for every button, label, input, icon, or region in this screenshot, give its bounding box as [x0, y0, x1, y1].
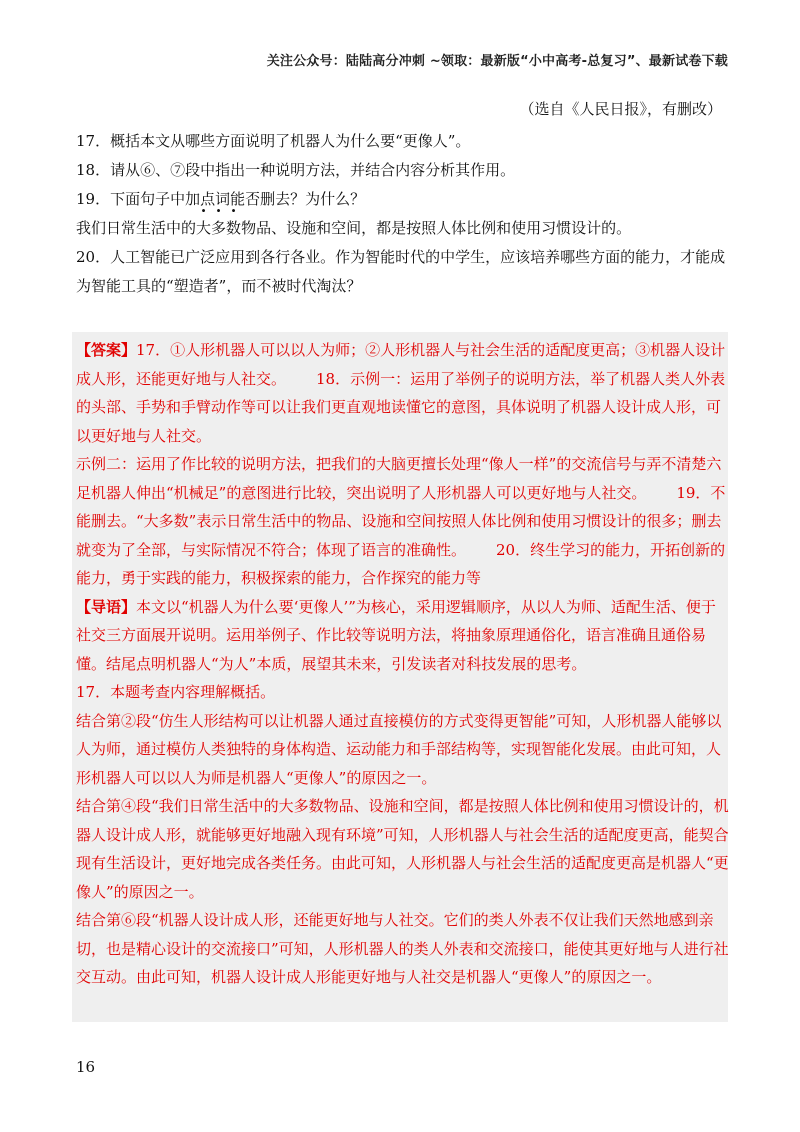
answer-18: 18．示例一：运用了举例子的说明方法，举了机器人类人外表的头部、手势和手臂动作等可以让我们更直观地读懂它的意图，具体说明了机器人设计成人形，可以更好地与人社交。 — [76, 369, 726, 445]
answer-block-2 — [76, 450, 730, 593]
page-header: 关注公众号：陆陆高分冲刺 ~领取：最新版“小中高考-总复习”、最新试卷下载 — [266, 54, 728, 69]
answer-section — [76, 336, 730, 992]
answer-19: 19．不能删去。“大多数”表示日常生活中的物品、设施和空间按照人体比例和使用习惯设计的很多；删去就变为了全部，与实际情况不符合；体现了语言的准确性。 — [76, 483, 726, 559]
answer-20: 20．终生学习的能力，开拓创新的能力，勇于实践的能力，积极探索的能力，合作探究的能力等 — [76, 540, 726, 587]
question-19-sentence — [76, 214, 726, 243]
question-19: 19．下面句子中加点词能否删去？为什么？ — [76, 190, 366, 208]
questions-section — [76, 127, 726, 301]
analysis-paragraph-4: 结合第④段“我们日常生活中的大多数物品、设施和空间，都是按照人体比例和使用习惯设计的，机器人设计成人形，就能够更好地融入现有环境”可知，人形机器人与社会生活的适配度更高，能契合现有生活设计，更好地完成各类任务。由此可知，人形机器人与社会生活的适配度更高是机器人“更像人”的原因之一。 — [76, 797, 729, 901]
dotted-char: 大 — [196, 219, 212, 237]
question-17: 17．概括本文从哪些方面说明了机器人为什么要“更像人”。 — [76, 132, 471, 150]
dotted-char: 数 — [226, 219, 242, 237]
answer-tag: 【答案】 — [76, 341, 137, 359]
source-citation: （选自《人民日报》，有删改） — [519, 100, 722, 118]
guide-text: 本文以“机器人为什么要‘更像人’”为核心，采用逻辑顺序，从以人为师、适配生活、便于社交三方面展开说明。运用举例子、作比较等说明方法，将抽象原理通俗化，语言准确且通俗易懂。结尾点明机器人“为人”本质，展望其未来，引发读者对科技发展的思考。 — [76, 597, 716, 673]
guide-tag: 【导语】 — [76, 597, 137, 616]
guide-paragraph — [76, 593, 730, 679]
analysis-heading: 17．本题考查内容理解概括。 — [76, 683, 276, 701]
answer-17: 17．①人形机器人可以以人为师；②人形机器人与社会生活的适配度更高；③机器人设计成人形，还能更好地与人社交。 — [76, 341, 726, 388]
dotted-char: 多 — [211, 219, 227, 237]
question-20: 20．人工智能已广泛应用到各行各业。作为智能时代的中学生，应该培养哪些方面的能力，才能成为智能工具的“塑造者”，而不被时代淘汰？ — [76, 248, 726, 295]
answer-18-example-2: 示例二：运用了作比较的说明方法，把我们的大脑更擅长处理“像人一样”的交流信号与弄不清楚六足机器人伸出“机械足”的意图进行比较，突出说明了人形机器人可以更好地与人社交。 — [76, 455, 722, 502]
analysis-paragraph-6: 结合第⑥段“机器人设计成人形，还能更好地与人社交。它们的类人外表不仅让我们天然地感到亲切，也是精心设计的交流接口”可知，人形机器人的类人外表和交流接口，能使其更好地与人进行社交互动。由此可知，机器人设计成人形能更好地与人社交是机器人“更像人”的原因之一。 — [76, 911, 729, 986]
answer-block — [76, 336, 730, 450]
q19-sentence-start: 我们日常生活中的 — [76, 219, 197, 237]
q19-sentence-end: 物品、设施和空间，都是按照人体比例和使用习惯设计的。 — [241, 219, 632, 237]
question-18: 18．请从⑥、⑦段中指出一种说明方法，并结合内容分析其作用。 — [76, 161, 516, 179]
analysis-paragraph-2: 结合第②段“仿生人形结构可以让机器人通过直接模仿的方式变得更智能”可知，人形机器人能够以人为师，通过模仿人类独特的身体构造、运动能力和手部结构等，实现智能化发展。由此可知，人形机器人可以以人为师是机器人“更像人”的原因之一。 — [76, 711, 722, 787]
page-number: 16 — [76, 1058, 96, 1076]
